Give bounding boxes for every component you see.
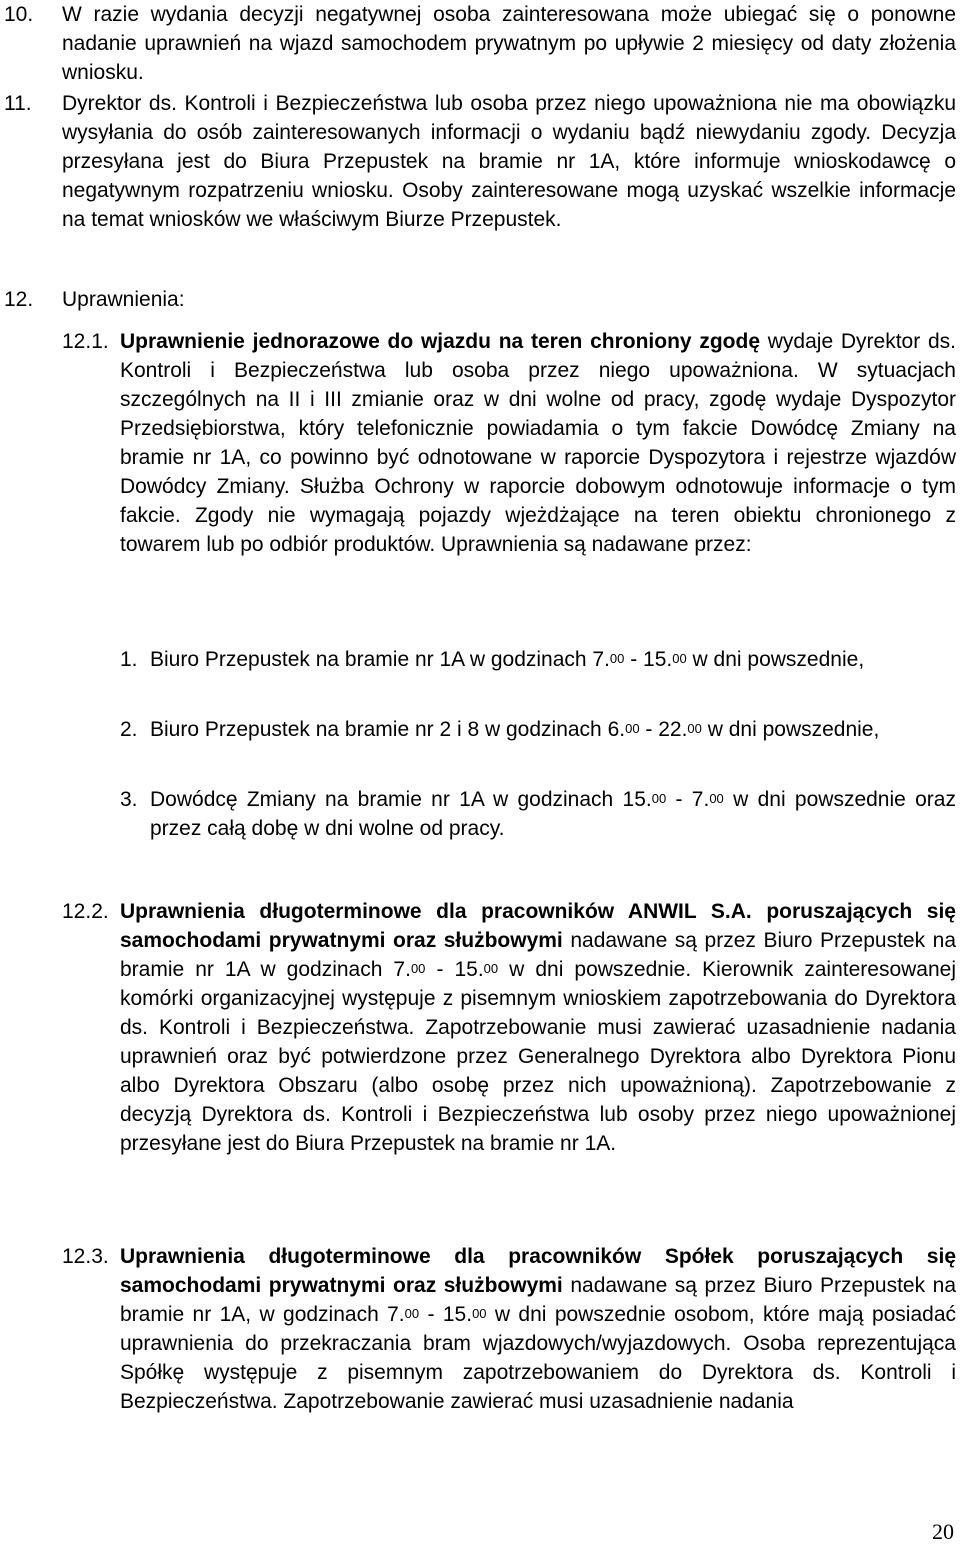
list-text: Dowódcę Zmiany na bramie nr 1A w godzinach 15.00 - 7.00 w dni powszednie oraz przez całą dobę w dni wolne od pracy. xyxy=(150,788,956,840)
section-heading-bold: Uprawnienia długoterminowe dla pracowników Spółek poruszających się samochodami prywatnymi oraz służbowymi xyxy=(120,1245,956,1297)
section-number: 12.2. xyxy=(62,900,109,923)
section-number: 10. xyxy=(4,3,34,26)
section-text: wydaje Dyrektor ds. Kontroli i Bezpieczeństwa lub osoba przez niego upoważniona. W sytuacjach szczególnych na II i III zmianie oraz w dni wolne od pracy, zgodę wydaje Dyspozytor Przedsiębiorstwa, który telefonicznie powiadamia o tym fakcie Dowódcę Zmiany na bramie nr 1A, co powinno być odnotowane w raporcie Dyspozytora i rejestrze wjazdów Dowódcy Zmiany. Służba Ochrony w raporcie dobowym odnotowuje informacje o tym fakcie. Zgody nie wymagają pojazdy wjeżdżające na teren obiektu chronionego z towarem lub po odbiór produktów. Uprawnienia są nadawane przez: xyxy=(120,330,956,556)
section-body: Uprawnienia długoterminowe dla pracowników ANWIL S.A. poruszających się samochodami prywatnymi oraz służbowymi nadawane są przez Biuro Przepustek na bramie nr 1A w godzinach 7.00 - 15.00 w dni powszednie. Kierownik zainteresowanej komórki organizacyjnej występuje z pisemnym wnioskiem zapotrzebowania do Dyrektora ds. Kontroli i Bezpieczeństwa. Zapotrzebowanie musi zawierać uzasadnienie nadania uprawnień oraz być potwierdzone przez Generalnego Dyrektora albo Dyrektora Pionu albo Dyrektora Obszaru (albo osobę przez nich upoważnioną). Zapotrzebowanie z decyzją Dyrektora ds. Kontroli i Bezpieczeństwa lub osoby przez niego upoważnionej przesyłane jest do Biura Przepustek na bramie nr 1A. xyxy=(120,900,956,1155)
section-heading-bold: Uprawnienia długoterminowe dla pracowników ANWIL S.A. poruszających się samochodami prywatnymi oraz służbowymi xyxy=(120,900,956,952)
list-number: 1. xyxy=(120,648,138,671)
section-title: Uprawnienia: xyxy=(62,288,185,311)
section-heading-bold: Uprawnienie jednorazowe do wjazdu na teren chroniony zgodę xyxy=(120,330,760,353)
section-number: 11. xyxy=(4,92,32,115)
page-number: 20 xyxy=(932,1519,954,1544)
section-text: W razie wydania decyzji negatywnej osoba zainteresowana może ubiegać się o ponowne nadanie uprawnień na wjazd samochodem prywatnym po upływie 2 miesięcy od daty złożenia wniosku. xyxy=(62,3,956,84)
section-number: 12.3. xyxy=(62,1245,109,1268)
section-number: 12.1. xyxy=(62,330,109,353)
section-number: 12. xyxy=(4,288,34,311)
list-number: 3. xyxy=(120,788,138,811)
section-text: Dyrektor ds. Kontroli i Bezpieczeństwa lub osoba przez niego upoważniona nie ma obowiązku wysyłania do osób zainteresowanych informacji o wydaniu bądź niewydaniu zgody. Decyzja przesyłana jest do Biura Przepustek na bramie nr 1A, które informuje wnioskodawcę o negatywnym rozpatrzeniu wniosku. Osoby zainteresowane mogą uzyskać wszelkie informacje na temat wniosków we właściwym Biurze Przepustek. xyxy=(62,92,956,231)
list-text: Biuro Przepustek na bramie nr 2 i 8 w godzinach 6.00 - 22.00 w dni powszednie, xyxy=(150,718,880,741)
list-text: Biuro Przepustek na bramie nr 1A w godzinach 7.00 - 15.00 w dni powszednie, xyxy=(150,648,865,671)
section-body: Uprawnienia długoterminowe dla pracowników Spółek poruszających się samochodami prywatnymi oraz służbowymi nadawane są przez Biuro Przepustek na bramie nr 1A, w godzinach 7.00 - 15.00 w dni powszednie osobom, które mają posiadać uprawnienia do przekraczania bram wjazdowych/wyjazdowych. Osoba reprezentująca Spółkę występuje z pisemnym zapotrzebowaniem do Dyrektora ds. Kontroli i Bezpieczeństwa. Zapotrzebowanie zawierać musi uzasadnienie nadania xyxy=(120,1245,957,1413)
list-number: 2. xyxy=(120,718,138,741)
section-body xyxy=(120,327,956,559)
